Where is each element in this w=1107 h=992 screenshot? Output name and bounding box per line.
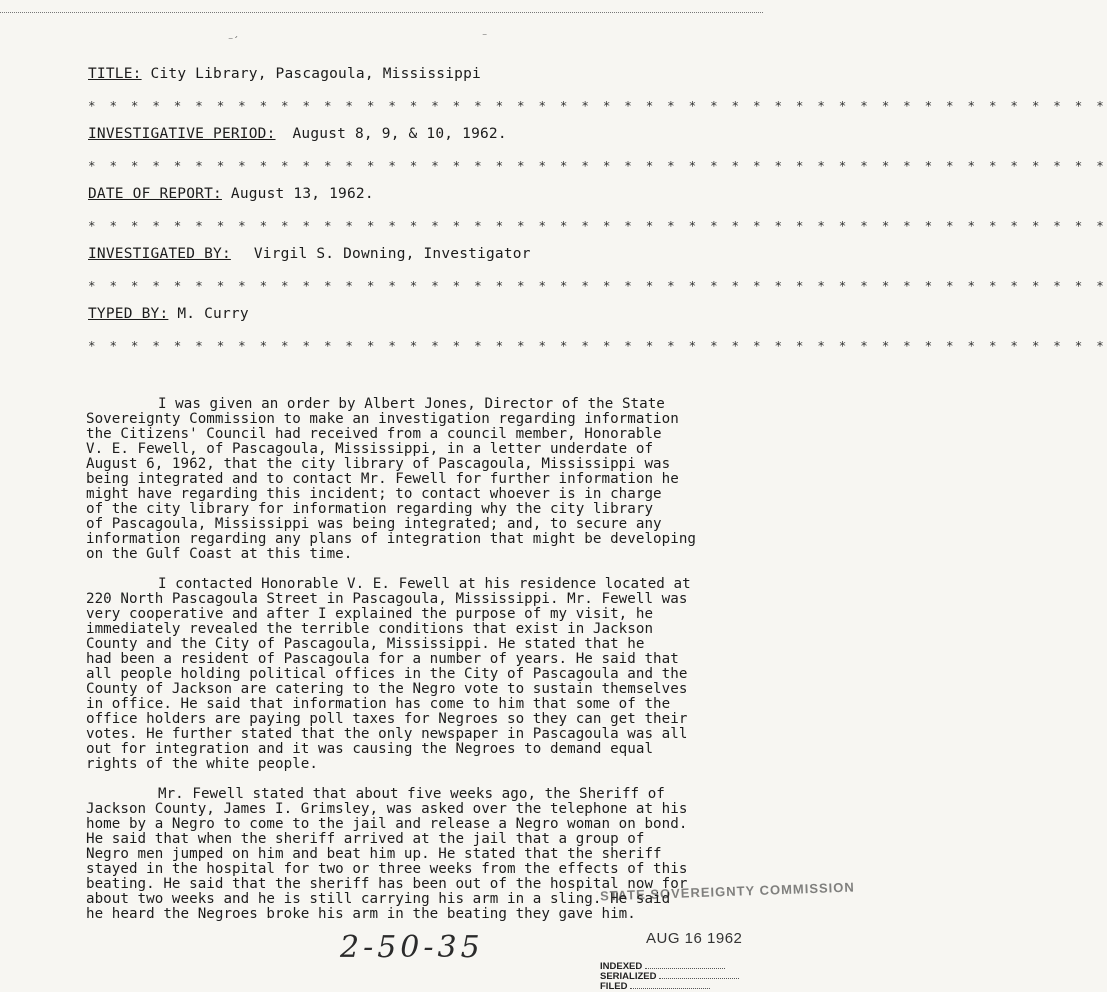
stamp-indexed: INDEXED xyxy=(600,962,739,972)
separator: * * * * * * * * * * * * * * * * * * * * * * * * * * * * * * * * * * * * * * * * * * * * * * * * xyxy=(88,278,1107,293)
title-field xyxy=(88,66,481,82)
typist-label: TYPED BY: xyxy=(88,306,169,322)
date-value: August 13, 1962. xyxy=(230,186,374,202)
title-value: City Library, Pascagoula, Mississippi xyxy=(150,66,481,82)
paragraph-text: I contacted Honorable V. E. Fewell at his residence located at 220 North Pascagoula Street in Pascagoula, Mississippi. Mr. Fewell was very cooperative and after I explained the purpose of my visit, he immediately revealed the terrible conditions that exist in Jackson County and the City of Pascagoula, Mississippi. He stated that he had been a resident of Pascagoula for a number of years. He said that all people holding political offices in the City of Pascagoula and the County of Jackson are catering to the Negro vote to sustain themselves in office. He said that information has come to him that some of the office holders are paying poll taxes for Negroes so they can get their votes. He further stated that the only newspaper in Pascagoula was all out for integration and it was causing the Negroes to demand equal rights of the white people. xyxy=(86,576,691,772)
filing-stamp xyxy=(600,962,739,992)
separator: * * * * * * * * * * * * * * * * * * * * * * * * * * * * * * * * * * * * * * * * * * * * * * * * xyxy=(88,98,1107,113)
period-label: INVESTIGATIVE PERIOD: xyxy=(88,126,276,142)
handwritten-file-number: 2-50-35 xyxy=(340,930,484,965)
stamp-serialized: SERIALIZED xyxy=(600,972,739,982)
typist-field xyxy=(88,306,249,322)
report-body xyxy=(86,397,736,937)
period-field xyxy=(88,126,507,142)
paragraph xyxy=(86,397,736,562)
paragraph xyxy=(86,577,736,772)
separator: * * * * * * * * * * * * * * * * * * * * * * * * * * * * * * * * * * * * * * * * * * * * * * * * xyxy=(88,158,1107,173)
top-border xyxy=(0,0,763,13)
investigator-label: INVESTIGATED BY: xyxy=(88,246,231,262)
separator: * * * * * * * * * * * * * * * * * * * * * * * * * * * * * * * * * * * * * * * * * * * * * * * * xyxy=(88,218,1107,233)
separator: * * * * * * * * * * * * * * * * * * * * * * * * * * * * * * * * * * * * * * * * * * * * * * * * xyxy=(88,338,1107,353)
investigator-field xyxy=(88,246,531,262)
period-value: August 8, 9, & 10, 1962. xyxy=(292,126,507,142)
received-date-stamp: AUG 16 1962 xyxy=(646,930,743,947)
margin-mark: ⁻ xyxy=(482,32,488,43)
margin-mark: ⁻ˊ xyxy=(228,36,239,47)
paragraph-text: Mr. Fewell stated that about five weeks ago, the Sheriff of Jackson County, James I. Grimsley, was asked over the telephone at his home by a Negro to come to the jail and release a Negro woman on bond. He said that when the sheriff arrived at the jail that a group of Negro men jumped on him and beat him up. He stated that the sheriff stayed in the hospital for two or three weeks from the effects of this beating. He said that the sheriff has been out of the hospital now for about two weeks and he is still carrying his arm in a sling. He said he heard the Negroes broke his arm in the beating they gave him. xyxy=(86,786,688,922)
date-field xyxy=(88,186,374,202)
paragraph-text: I was given an order by Albert Jones, Director of the State Sovereignty Commission to make an investigation regarding information the Citizens' Council had received from a council member, Honorable V. E. Fewell, of Pascagoula, Mississippi, in a letter underdate of August 6, 1962, that the city library of Pascagoula, Mississippi was being integrated and to contact Mr. Fewell for further information he might have regarding this incident; to contact whoever is in charge of the city library for information regarding why the city library of Pascagoula, Mississippi was being integrated; and, to secure any information regarding any plans of integration that might be developing on the Gulf Coast at this time. xyxy=(86,396,697,562)
stamp-filed: FILED xyxy=(600,982,739,992)
agency-stamp: STATE SOVEREIGNTY COMMISSION xyxy=(599,879,855,904)
title-label: TITLE: xyxy=(88,66,142,82)
date-label: DATE OF REPORT: xyxy=(88,186,222,202)
investigator-value: Virgil S. Downing, Investigator xyxy=(253,246,531,262)
typist-value: M. Curry xyxy=(177,306,249,322)
